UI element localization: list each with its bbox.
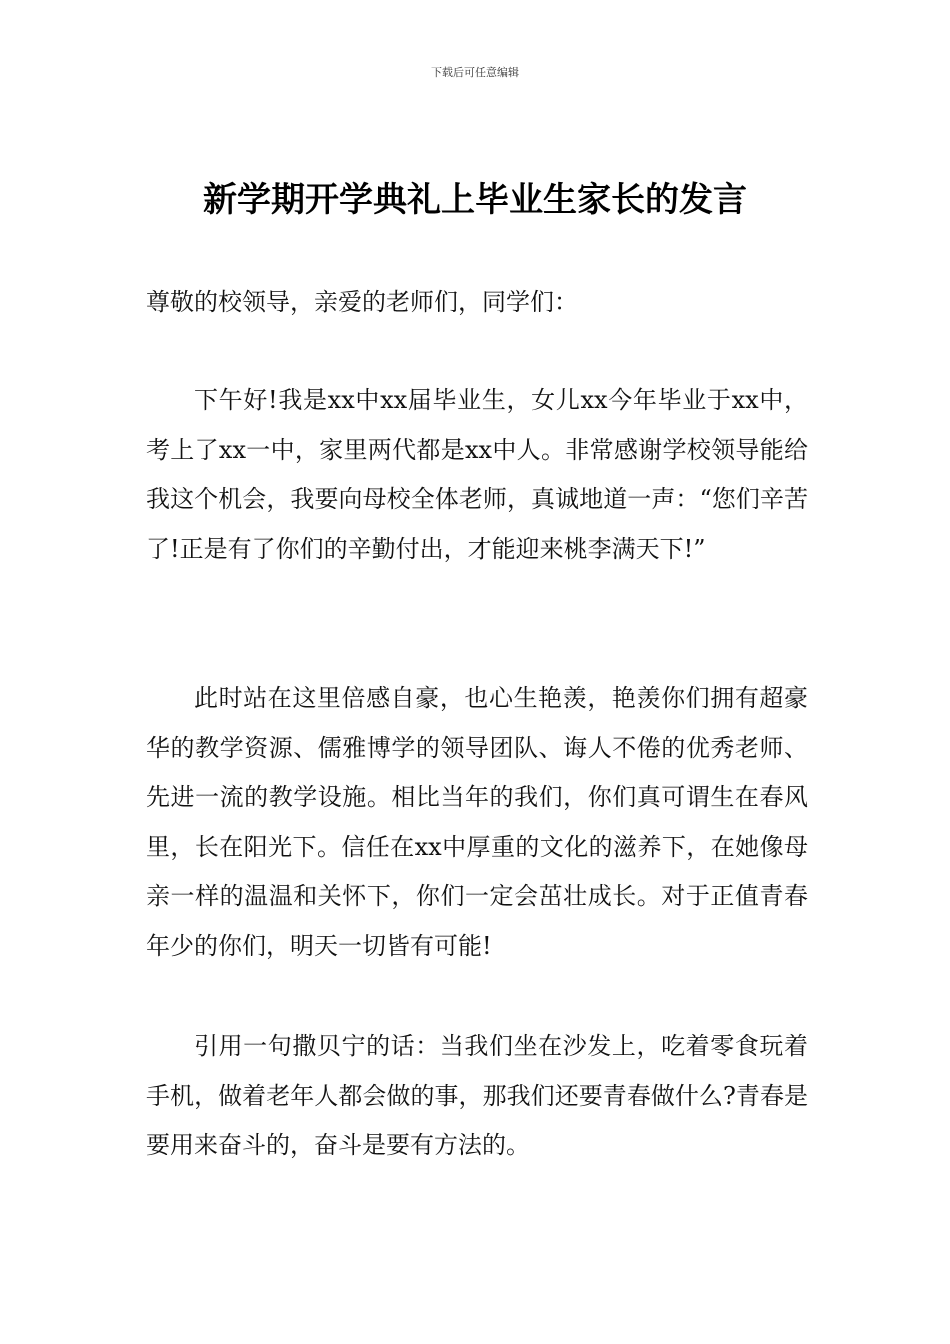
- salutation: 尊敬的校领导，亲爱的老师们，同学们：: [146, 288, 578, 316]
- paragraph-3: 引用一句撒贝宁的话：当我们坐在沙发上，吃着零食玩着手机，做着老年人都会做的事，那我们还要青春做什么?青春是要用来奋斗的，奋斗是要有方法的。: [146, 1032, 808, 1159]
- paragraph-2: 此时站在这里倍感自豪，也心生艳羡，艳羡你们拥有超豪华的教学资源、儒雅博学的领导团队、诲人不倦的优秀老师、先进一流的教学设施。相比当年的我们，你们真可谓生在春风里，长在阳光下。信任在xx中厚重的文化的滋养下，在她像母亲一样的温温和关怀下，你们一定会茁壮成长。对于正值青春年少的你们，明天一切皆有可能!: [146, 684, 808, 960]
- document-title: 新学期开学典礼上毕业生家长的发言: [203, 180, 747, 220]
- paragraph-1: 下午好!我是xx中xx届毕业生，女儿xx今年毕业于xx中，考上了xx一中，家里两代都是xx中人。非常感谢学校领导能给我这个机会，我要向母校全体老师，真诚地道一声：“您们辛苦了!正是有了你们的辛勤付出，才能迎来桃李满天下!”: [146, 386, 808, 563]
- header-note: 下载后可任意编辑: [431, 66, 519, 79]
